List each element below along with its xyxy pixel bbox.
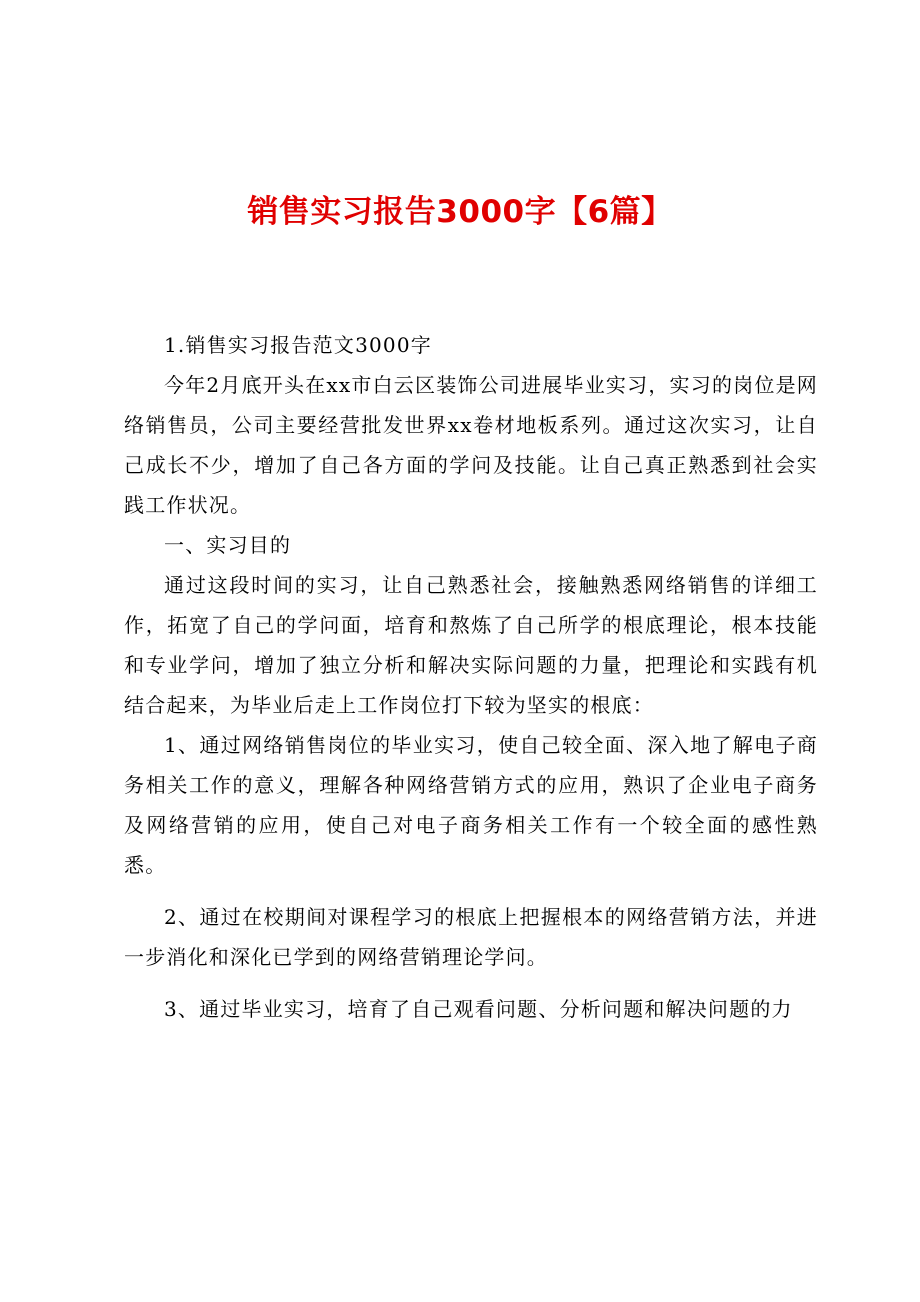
section-heading: 一、实习目的: [164, 533, 292, 557]
document-title: 销售实习报告3000字【6篇】: [247, 194, 673, 230]
document-body: [124, 325, 818, 1029]
section-heading: 1.销售实习报告范文3000字: [164, 333, 432, 357]
paragraph: 通过这段时间的实习，让自己熟悉社会，接触熟悉网络销售的详细工作，拓宽了自己的学问面，培育和熬炼了自己所学的根底理论，根本技能和专业学问，增加了独立分析和解决实际问题的力量，把理论和实践有机结合起来，为毕业后走上工作岗位打下较为坚实的根底：: [124, 573, 818, 717]
paragraph: 今年2月底开头在xx市白云区装饰公司进展毕业实习，实习的岗位是网络销售员，公司主要经营批发世界xx卷材地板系列。通过这次实习，让自己成长不少，增加了自己各方面的学问及技能。让自己真正熟悉到社会实践工作状况。: [124, 373, 818, 517]
paragraph: 2、通过在校期间对课程学习的根底上把握根本的网络营销方法，并进一步消化和深化已学到的网络营销理论学问。: [124, 905, 818, 969]
paragraph: 1、通过网络销售岗位的毕业实习，使自己较全面、深入地了解电子商务相关工作的意义，理解各种网络营销方式的应用，熟识了企业电子商务及网络营销的应用，使自己对电子商务相关工作有一个较全面的感性熟悉。: [124, 733, 818, 877]
paragraph: 3、通过毕业实习，培育了自己观看问题、分析问题和解决问题的力: [164, 997, 793, 1021]
